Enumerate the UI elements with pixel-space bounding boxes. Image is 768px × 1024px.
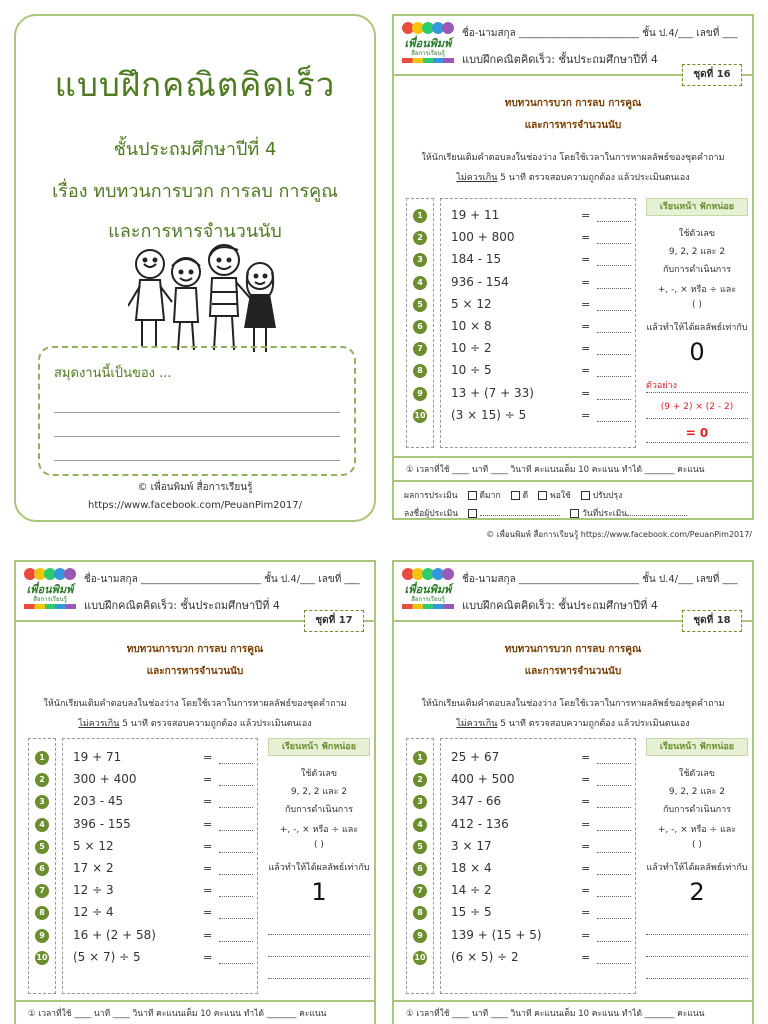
problem-text: 203 - 45 [73,794,124,809]
number-column [406,738,434,994]
number-column [28,738,56,994]
problem-number: 5 [413,840,427,854]
problem-number: 10 [35,951,49,965]
challenge-use-digits: ใช้ตัวเลข [678,229,716,239]
evaluation-option: พอใช้ [550,491,571,501]
problem-number: 10 [413,409,427,423]
problem-text: (6 × 5) ÷ 2 [451,949,519,964]
challenge-ops: +, -, × หรือ ÷ และ [657,825,737,835]
challenge-with-ops: กับการดำเนินการ [662,265,732,275]
topic-line2: และการหารจำนวนนับ [146,666,244,677]
challenge-parentheses: ( ) [692,300,702,310]
problem-number: 2 [35,773,49,787]
answer-blank[interactable] [597,763,631,764]
challenge-header: เรียนหน้า ฟักหน่อย [646,738,748,756]
logo-brand: เพื่อนพิมพ์ [404,37,452,50]
cover-url[interactable]: https://www.facebook.com/PeuanPim2017/ [88,500,302,511]
logo-dot [442,568,454,580]
challenge-make: แล้วทำให้ได้ผลลัพธ์เท่ากับ [646,323,748,333]
footer-divider [394,456,752,458]
answer-blank[interactable] [597,874,631,875]
challenge-panel [268,738,370,994]
equals-sign: = [581,253,591,267]
equals-sign: = [581,231,591,245]
equals-sign: = [203,839,213,853]
answer-blank[interactable] [597,896,631,897]
topic-line2: และการหารจำนวนนับ [524,120,622,131]
answer-blank[interactable] [597,310,631,311]
instruction-rest: 5 นาที ตรวจสอบความถูกต้อง แล้วประเมินตนเอง [497,719,690,729]
problem-number: 1 [413,209,427,223]
answer-blank[interactable] [219,807,253,808]
problem-number: 9 [413,387,427,401]
answer-blank[interactable] [597,243,631,244]
logo-brand: เพื่อนพิมพ์ [404,583,452,596]
equals-sign: = [581,275,591,289]
set-badge: ชุดที่ 16 [682,64,742,86]
topic-line1: ทบทวนการบวก การลบ การคูณ [504,98,642,109]
equals-sign: = [203,751,213,764]
challenge-parentheses: ( ) [314,840,324,850]
answer-line[interactable] [268,934,370,935]
cover-title: แบบฝึกคณิตคิดเร็ว [54,65,336,104]
answer-blank[interactable] [597,376,631,377]
owner-label: สมุดงานนี้เป็นของ ... [54,366,172,381]
footer-divider [16,1000,374,1002]
cover-topic-line1: เรื่อง ทบทวนการบวก การลบ การคูณ [52,181,338,202]
time-limit-label: ไม่ควรเกิน [456,719,498,729]
equals-sign: = [581,408,591,422]
logo-dots [24,568,76,580]
challenge-with-ops: กับการดำเนินการ [662,805,732,815]
book-title: แบบฝึกคณิตคิดเร็ว: ชั้นประถมศึกษาปีที่ 4 [462,53,658,66]
book-title: แบบฝึกคณิตคิดเร็ว: ชั้นประถมศึกษาปีที่ 4 [462,599,658,612]
logo-bars [24,604,76,609]
problem-text: 19 + 11 [451,208,500,222]
problem-number: 9 [413,929,427,943]
answer-line[interactable] [268,956,370,957]
equals-sign: = [203,884,213,898]
problem-number: 1 [413,751,427,765]
answer-blank[interactable] [597,807,631,808]
cover-card [14,14,376,522]
problem-text: 396 - 155 [73,816,131,831]
problem-number: 6 [35,862,49,876]
answer-blank[interactable] [597,785,631,786]
problem-number: 7 [413,884,427,898]
problem-number: 4 [35,818,49,832]
equals-sign: = [203,817,213,831]
equals-sign: = [581,884,591,898]
equals-sign: = [581,862,591,875]
problem-text: 5 × 12 [451,296,492,311]
equals-sign: = [581,795,591,809]
problem-text: 5 × 12 [73,838,114,853]
instruction-line1: ให้นักเรียนเติมคำตอบลงในช่องว่าง โดยใช้เวลาในการหาผลลัพธ์ของชุดคำถาม [421,699,725,709]
equals-sign: = [581,950,591,964]
answer-blank[interactable] [597,288,631,289]
cover-topic-line2: และการหารจำนวนนับ [108,221,282,242]
problem-text: 19 + 71 [73,750,122,764]
equals-sign: = [581,906,591,920]
example-line [646,442,748,443]
problem-text: 184 - 15 [451,252,502,267]
credit-line: © เพื่อนพิมพ์ สื่อการเรียนรู้ https://www.facebook.com/PeuanPim2017/ [486,530,752,539]
owner-line[interactable] [54,436,340,437]
problem-number: 6 [413,862,427,876]
problem-number: 9 [35,929,49,943]
challenge-make: แล้วทำให้ได้ผลลัพธ์เท่ากับ [646,863,748,873]
example-result: = 0 [685,426,709,440]
footer-divider [394,1000,752,1002]
answer-blank[interactable] [219,941,253,942]
instruction-rest: 5 นาที ตรวจสอบความถูกต้อง แล้วประเมินตนเอง [119,719,312,729]
problem-text: 12 ÷ 3 [73,883,114,898]
worksheet-set-18 [392,560,754,1024]
problem-text: 3 × 17 [451,838,492,853]
problem-text: (3 × 15) ÷ 5 [451,407,527,422]
equals-sign: = [581,342,591,356]
answer-blank[interactable] [219,918,253,919]
equals-sign: = [203,950,213,964]
evaluation-option: ดีมาก [479,491,501,501]
logo-tag: สื่อการเรียนรู้ [33,596,67,603]
equals-sign: = [581,320,591,333]
answer-line[interactable] [646,956,748,957]
signer-row [404,506,687,520]
problem-number: 5 [413,298,427,312]
problem-text: 412 - 136 [451,816,509,831]
topic-line2: และการหารจำนวนนับ [524,666,622,677]
problem-number: 8 [413,906,427,920]
problem-number: 8 [35,906,49,920]
answer-blank[interactable] [219,785,253,786]
logo-dot [442,22,454,34]
answer-blank[interactable] [597,941,631,942]
answer-blank[interactable] [219,874,253,875]
problem-column [62,738,258,994]
equals-sign: = [203,862,213,875]
problem-text: 14 ÷ 2 [451,883,492,898]
challenge-parentheses: ( ) [692,840,702,850]
cover-grade: ชั้นประถมศึกษาปีที่ 4 [113,139,277,160]
problem-number: 7 [413,342,427,356]
example-line [646,418,748,419]
evaluation-label: ผลการประเมิน [404,491,458,501]
challenge-target: 1 [311,878,327,906]
problem-text: 16 + (2 + 58) [73,927,156,942]
logo-tag: สื่อการเรียนรู้ [411,50,445,57]
problem-text: 347 - 66 [451,794,502,809]
equals-sign: = [203,906,213,920]
challenge-panel [646,738,748,994]
challenge-header: เรียนหน้า ฟักหน่อย [268,738,370,756]
equals-sign: = [581,817,591,831]
problem-text: 10 × 8 [451,319,492,333]
date-blank[interactable] [627,515,687,516]
instruction-line1: ให้นักเรียนเติมคำตอบลงในช่องว่าง โดยใช้เวลาในการหาผลลัพธ์ของชุดคำถาม [43,699,347,709]
signer-checkbox[interactable] [468,509,477,518]
kids-illustration [128,242,278,354]
answer-line[interactable] [268,978,370,979]
problem-text: 100 + 800 [451,230,515,245]
challenge-ops: +, -, × หรือ ÷ และ [657,285,737,295]
logo-tag: สื่อการเรียนรู้ [411,596,445,603]
footer-divider [394,480,752,482]
instruction-line2 [394,170,752,184]
name-field[interactable]: ชื่อ-นามสกุล ________________________ ชั้น ป.4/___ เลขที่ ___ [84,574,360,585]
problem-text: 139 + (15 + 5) [451,927,542,942]
equals-sign: = [581,773,591,787]
book-title: แบบฝึกคณิตคิดเร็ว: ชั้นประถมศึกษาปีที่ 4 [84,599,280,612]
problem-number: 2 [413,231,427,245]
answer-line[interactable] [646,934,748,935]
equals-sign: = [203,795,213,809]
evaluation-option: ดี [522,491,529,501]
time-line: ① เวลาที่ใช้ ____ นาที ____ วินาที คะแนนเต็ม 10 คะแนน ทำได้ _______ คะแนน [406,1009,705,1019]
challenge-target: 0 [689,338,705,366]
problem-number: 3 [413,253,427,267]
owner-box [38,346,356,476]
answer-blank[interactable] [219,763,253,764]
logo [400,22,456,66]
problem-text: 25 + 67 [451,750,500,764]
instruction-line2 [16,716,374,730]
problem-text: (5 × 7) ÷ 5 [73,949,141,964]
challenge-use-digits: ใช้ตัวเลข [678,769,716,779]
evaluation-checkbox[interactable] [581,491,590,500]
problem-text: 400 + 500 [451,772,515,787]
logo-bars [402,604,454,609]
evaluation-checkbox[interactable] [468,491,477,500]
answer-blank[interactable] [597,963,631,964]
instruction-rest: 5 นาที ตรวจสอบความถูกต้อง แล้วประเมินตนเอง [497,173,690,183]
name-field[interactable]: ชื่อ-นามสกุล ________________________ ชั้น ป.4/___ เลขที่ ___ [462,574,738,585]
logo-bars [402,58,454,63]
problem-text: 10 ÷ 5 [451,363,492,378]
topic-line1: ทบทวนการบวก การลบ การคูณ [126,644,264,655]
topic-line1: ทบทวนการบวก การลบ การคูณ [504,644,642,655]
challenge-target: 2 [689,878,705,906]
equals-sign: = [581,839,591,853]
equals-sign: = [581,928,591,942]
logo-dot [64,568,76,580]
answer-blank[interactable] [219,896,253,897]
answer-blank[interactable] [219,963,253,964]
time-limit-label: ไม่ควรเกิน [78,719,120,729]
time-line: ① เวลาที่ใช้ ____ นาที ____ วินาที คะแนนเต็ม 10 คะแนน ทำได้ _______ คะแนน [406,465,705,475]
equals-sign: = [203,928,213,942]
problem-text: 13 + (7 + 33) [451,385,534,400]
set-badge: ชุดที่ 17 [304,610,364,632]
evaluation-option: ปรับปรุง [592,491,623,501]
challenge-digits: 9, 2, 2 และ 2 [290,787,348,797]
problem-column [440,738,636,994]
answer-blank[interactable] [597,265,631,266]
owner-line[interactable] [54,412,340,413]
signer-label: ลงชื่อผู้ประเมิน [404,509,459,519]
answer-blank[interactable] [597,221,631,222]
worksheet-set-16 [392,14,754,520]
problem-number: 1 [35,751,49,765]
worksheet-set-17 [14,560,376,1024]
problem-text: 300 + 400 [73,772,137,787]
problem-text: 936 - 154 [451,274,509,289]
logo [22,568,78,612]
set-badge: ชุดที่ 18 [682,610,742,632]
answer-blank[interactable] [597,421,631,422]
challenge-digits: 9, 2, 2 และ 2 [668,787,726,797]
logo-brand: เพื่อนพิมพ์ [26,583,74,596]
problem-text: 15 ÷ 5 [451,905,492,920]
challenge-panel [646,198,748,448]
problem-number: 4 [413,818,427,832]
logo-dots [402,568,454,580]
problem-column [440,198,636,448]
equals-sign: = [581,364,591,378]
signer-blank[interactable] [480,515,560,516]
date-label: วันที่ประเมิน [582,509,628,519]
answer-blank[interactable] [219,830,253,831]
answer-line[interactable] [646,978,748,979]
problem-number: 3 [35,795,49,809]
example-line [646,392,748,393]
date-checkbox[interactable] [570,509,579,518]
problem-number: 5 [35,840,49,854]
equals-sign: = [581,209,591,222]
answer-blank[interactable] [597,918,631,919]
problem-number: 2 [413,773,427,787]
equals-sign: = [581,386,591,400]
logo-dots [402,22,454,34]
evaluation-checkbox[interactable] [511,491,520,500]
equals-sign: = [203,773,213,787]
example-label: ตัวอย่าง [646,381,678,391]
challenge-digits: 9, 2, 2 และ 2 [668,247,726,257]
evaluation-checkbox[interactable] [538,491,547,500]
challenge-ops: +, -, × หรือ ÷ และ [279,825,359,835]
challenge-use-digits: ใช้ตัวเลข [300,769,338,779]
answer-blank[interactable] [219,852,253,853]
owner-line[interactable] [54,460,340,461]
equals-sign: = [581,751,591,764]
answer-blank[interactable] [597,399,631,400]
example-expression: (9 + 2) × (2 - 2) [660,402,734,412]
answer-blank[interactable] [597,354,631,355]
problem-number: 4 [413,276,427,290]
challenge-with-ops: กับการดำเนินการ [284,805,354,815]
answer-blank[interactable] [597,852,631,853]
problem-number: 7 [35,884,49,898]
cover-copyright: © เพื่อนพิมพ์ สื่อการเรียนรู้ [137,482,253,493]
problem-number: 8 [413,364,427,378]
problem-number: 3 [413,795,427,809]
answer-blank[interactable] [597,332,631,333]
time-line: ① เวลาที่ใช้ ____ นาที ____ วินาที คะแนนเต็ม 10 คะแนน ทำได้ _______ คะแนน [28,1009,327,1019]
name-field[interactable]: ชื่อ-นามสกุล ________________________ ชั้น ป.4/___ เลขที่ ___ [462,28,738,39]
equals-sign: = [581,297,591,311]
problem-number: 6 [413,320,427,334]
evaluation-row [404,488,622,502]
time-limit-label: ไม่ควรเกิน [456,173,498,183]
challenge-header: เรียนหน้า ฟักหน่อย [646,198,748,216]
problem-number: 10 [413,951,427,965]
problem-text: 17 × 2 [73,861,114,875]
instruction-line2 [394,716,752,730]
answer-blank[interactable] [597,830,631,831]
logo [400,568,456,612]
problem-text: 12 ÷ 4 [73,905,114,920]
problem-text: 10 ÷ 2 [451,341,492,356]
instruction-line1: ให้นักเรียนเติมคำตอบลงในช่องว่าง โดยใช้เวลาในการหาผลลัพธ์ของชุดคำถาม [421,153,725,163]
number-column [406,198,434,448]
challenge-make: แล้วทำให้ได้ผลลัพธ์เท่ากับ [268,863,370,873]
problem-text: 18 × 4 [451,861,492,875]
